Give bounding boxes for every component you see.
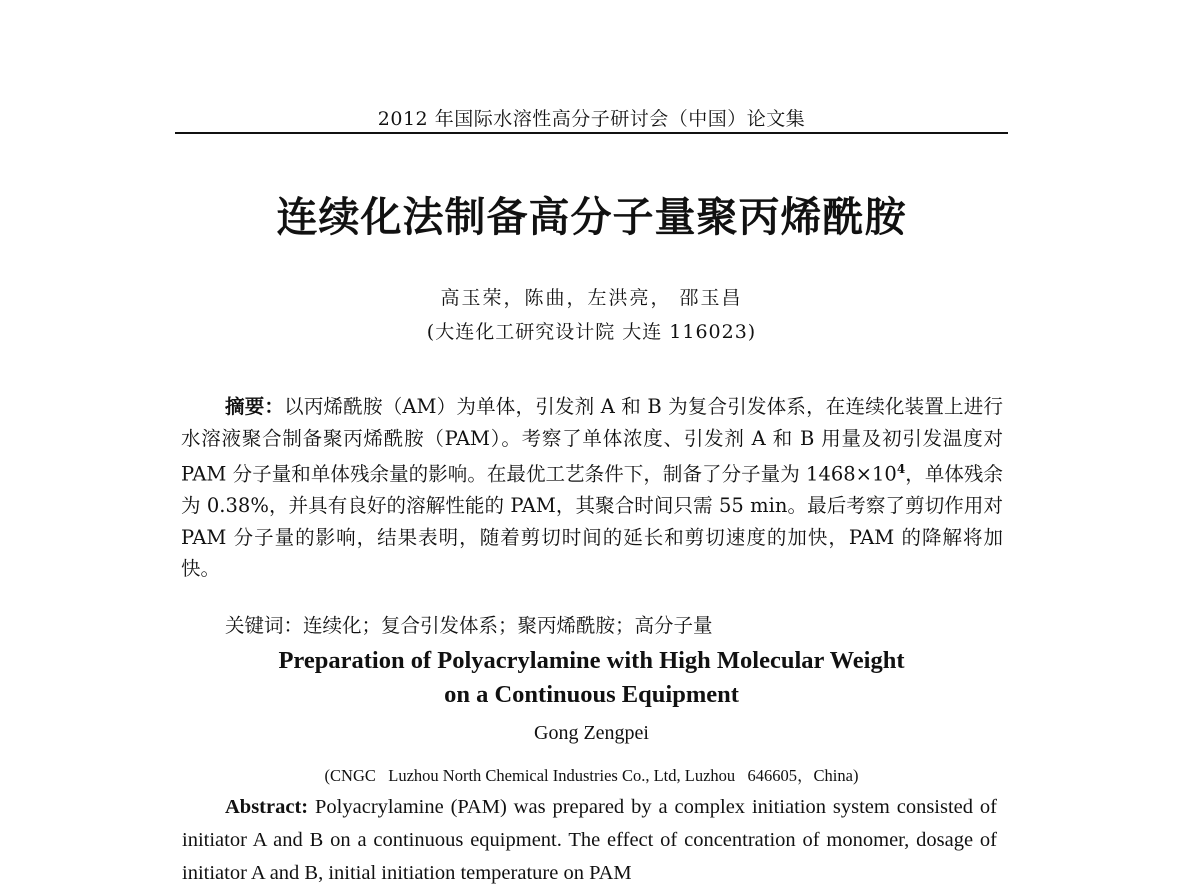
keywords-cn-label: 关键词： <box>225 614 304 637</box>
paper-title-cn: 连续化法制备高分子量聚丙烯酰胺 <box>276 193 907 241</box>
running-header: 2012 年国际水溶性高分子研讨会（中国）论文集 <box>377 108 806 130</box>
abstract-cn-text-part1: 以丙烯酰胺（AM）为单体，引发剂 A 和 B 为复合引发体系，在连续化装置上进行水溶液聚合制备聚丙烯酰胺（PAM）。考察了单体浓度、引发剂 A 和 B 用量及初引发温度对 PAM 分子量和单体残余量的影响。在最优工艺条件下，制备了分子量为 1468×10 <box>181 395 1003 486</box>
keywords-cn-text: 连续化；复合引发体系；聚丙烯酰胺；高分子量 <box>303 614 713 637</box>
abstract-cn-text-part2: ，单体残余为 0.38%，并具有良好的溶解性能的 PAM，其聚合时间只需 55 min。最后考察了剪切作用对 PAM 分子量的影响，结果表明，随着剪切时间的延长和剪切速度的加快，PAM 的降解将加快。 <box>181 462 1003 581</box>
author-en: Gong Zengpei <box>534 722 649 744</box>
keywords-cn <box>225 612 1005 640</box>
abstract-cn <box>181 391 1003 585</box>
abstract-cn-exponent: 4 <box>896 462 906 477</box>
header-rule <box>175 132 1008 134</box>
paper-title-en <box>175 644 1008 712</box>
abstract-en-text: Polyacrylamine (PAM) was prepared by a complex initiation system consisted of initiator A and B on a continuous equipment. The effect of concentration of monomer, dosage of initiator A and B, initial initiation temperature on PAM <box>182 796 997 884</box>
paper-title-en-line1: Preparation of Polyacrylamine with High Molecular Weight <box>278 647 905 674</box>
authors-cn: 高玉荣，陈曲，左洪亮， 邵玉昌 <box>440 287 743 309</box>
abstract-en-label: Abstract: <box>225 796 309 818</box>
abstract-en <box>182 791 997 890</box>
affiliation-en: (CNGC Luzhou North Chemical Industries Co., Ltd, Luzhou 646605，China) <box>324 766 859 785</box>
abstract-cn-label: 摘要： <box>225 395 285 418</box>
affiliation-cn: (大连化工研究设计院 大连 116023) <box>426 321 757 343</box>
paper-title-en-line2: on a Continuous Equipment <box>444 681 739 708</box>
